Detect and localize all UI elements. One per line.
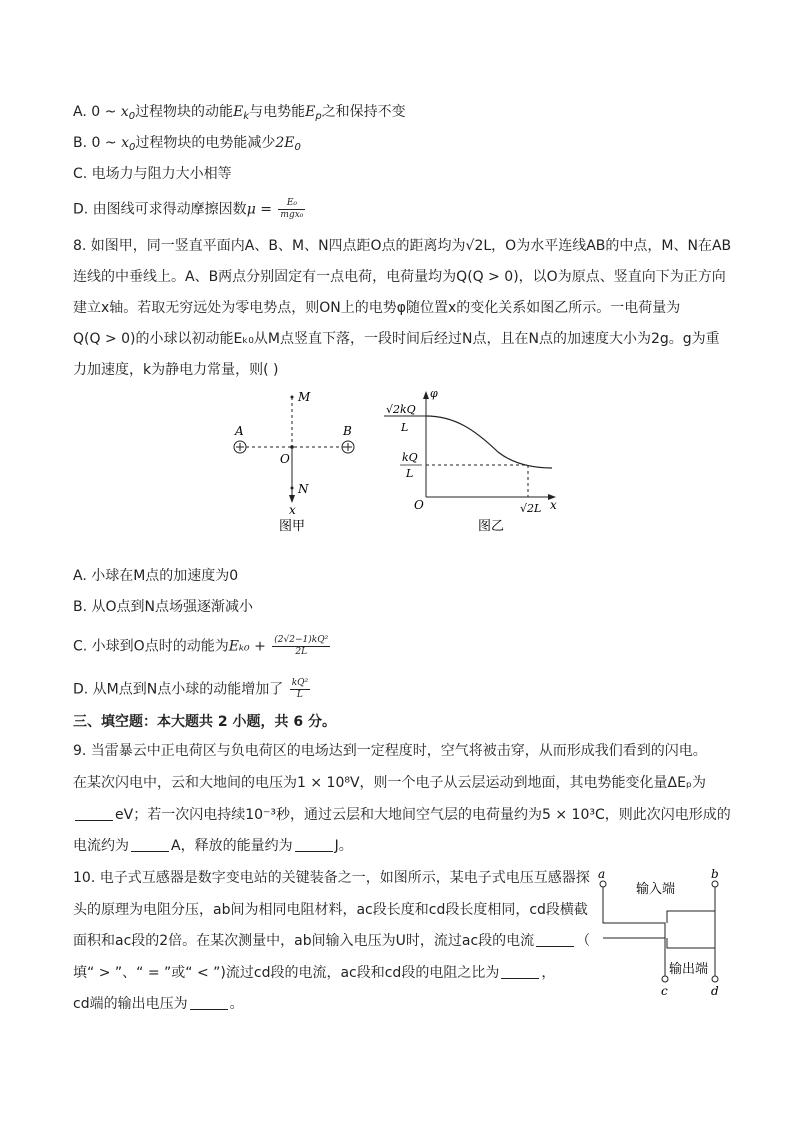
label-o: O xyxy=(280,452,290,466)
terminal-c: c xyxy=(661,984,668,998)
terminal-d: d xyxy=(711,984,719,998)
q7-option-d: D. 由图线可求得动摩擦因数μ = $\frac{\text{E₀}}{\text{mgx₀}}$ xyxy=(73,198,304,220)
q9-line2: 在某次闪电中，云和大地间的电压为1 × 10⁸V，则一个电子从云层运动到地面，其电势能变化量ΔEₚ为 xyxy=(73,775,706,791)
axis-phi: φ xyxy=(430,387,438,400)
answer-blank[interactable] xyxy=(75,806,113,821)
q8-option-d: D. 从M点到N点小球的动能增加了 $\frac{\text{kQ²}}{L}$ xyxy=(73,678,309,700)
q8-option-b: B. 从O点到N点场强逐渐减小 xyxy=(73,599,253,615)
caption-jia: 图甲 xyxy=(279,519,306,534)
label-n: N xyxy=(298,482,309,496)
potential-curve xyxy=(426,416,552,468)
top-label-den: L xyxy=(401,421,409,434)
answer-blank[interactable] xyxy=(295,837,333,852)
q7-option-c: C. 电场力与阻力大小相等 xyxy=(73,166,232,182)
terminal-a: a xyxy=(598,867,606,881)
x-tick-label: √2L xyxy=(520,502,542,515)
q8-option-a: A. 小球在M点的加速度为0 xyxy=(73,568,239,584)
q9-line1: 9. 当雷暴云中正电荷区与负电荷区的电场达到一定程度时，空气将被击穿，从而形成我们看到的闪电。 xyxy=(73,743,707,759)
q8-option-c: C. 小球到O点时的动能为Eₖ₀ + $\frac{\text{(2√2−1)kQ²}}{2L}$ xyxy=(73,635,329,657)
axis-x: x xyxy=(550,498,557,512)
figure-yi xyxy=(380,385,560,535)
q9-line4: 电流约为 A，释放的能量约为 J。 xyxy=(73,838,353,854)
caption-yi: 图乙 xyxy=(478,519,505,534)
q10-line2: 头的原理为电阻分压，ab间为相同电阻材料，ac段长度和cd段长度相同，cd段横截 xyxy=(73,902,588,918)
q8-stem-line2: 连线的中垂线上。A、B两点分别固定有一点电荷，电荷量均为Q(Q > 0)，以O为原点、竖直向下为正方向 xyxy=(73,269,726,285)
figure-transformer xyxy=(592,866,732,1006)
q10-line4: 填“ > ”、“ = ”或“ < ”)流过cd段的电流，ac段和cd段的电阻之比为 ， xyxy=(73,965,556,981)
answer-blank[interactable] xyxy=(190,995,228,1010)
q7-option-b: B. 0 ~ $x_0$过程物块的电势能减少$2E_0$ xyxy=(73,135,301,153)
top-label-num: √2kQ xyxy=(386,403,416,416)
q8-stem-line4: Q(Q > 0)的小球以初动能Eₖ₀从M点竖直下落，一段时间后经过N点，且在N点的加速度大小为2g。g为重 xyxy=(73,331,720,347)
answer-blank[interactable] xyxy=(131,837,169,852)
answer-blank[interactable] xyxy=(536,932,574,947)
fraction: $\frac{\text{E₀}}{\text{mgx₀}}$ xyxy=(280,198,304,220)
input-label: 输入端 xyxy=(636,882,676,897)
label-a: A xyxy=(235,424,244,438)
q10-line1: 10. 电子式互感器是数字变电站的关键装备之一，如图所示，某电子式电压互感器探 xyxy=(73,870,590,886)
fraction: $\frac{\text{(2√2−1)kQ²}}{2L}$ xyxy=(274,635,329,657)
q8-stem-line3: 建立x轴。若取无穷远处为零电势点，则ON上的电势φ随位置x的变化关系如图乙所示。一电荷量为 xyxy=(73,300,681,316)
answer-blank[interactable] xyxy=(501,964,539,979)
terminal-b: b xyxy=(711,867,719,881)
q8-stem-line1: 8. 如图甲，同一竖直平面内A、B、M、N四点距O点的距离均为√2L，O为水平连线AB的中点，M、N在AB xyxy=(73,238,732,254)
output-label: 输出端 xyxy=(669,962,709,977)
q10-line5: cd端的输出电压为 。 xyxy=(73,996,244,1012)
mid-label-num: kQ xyxy=(402,451,418,464)
mid-label-den: L xyxy=(406,467,414,480)
label-b: B xyxy=(343,424,352,438)
label-x: x xyxy=(289,503,296,517)
label-m: M xyxy=(298,390,311,404)
q7-option-a: A. 0 ~ $x_0$过程物块的动能$E_k$与电势能$E_p$之和保持不变 xyxy=(73,104,406,122)
figure-jia xyxy=(222,385,372,535)
origin-label: O xyxy=(414,498,424,512)
q9-line3: eV；若一次闪电持续10⁻³秒，通过云层和大地间空气层的电荷量约为5 × 10³C，则此次闪电形成的 xyxy=(73,805,731,825)
fraction: $\frac{\text{kQ²}}{L}$ xyxy=(291,678,309,700)
q8-stem-line5: 力加速度，k为静电力常量，则( ) xyxy=(73,362,279,378)
section-heading: 三、填空题：本大题共 2 小题，共 6 分。 xyxy=(73,714,336,730)
q10-line3: 面积和ac段的2倍。在某次测量中，ab间输入电压为U时，流过ac段的电流 （ xyxy=(73,933,591,949)
